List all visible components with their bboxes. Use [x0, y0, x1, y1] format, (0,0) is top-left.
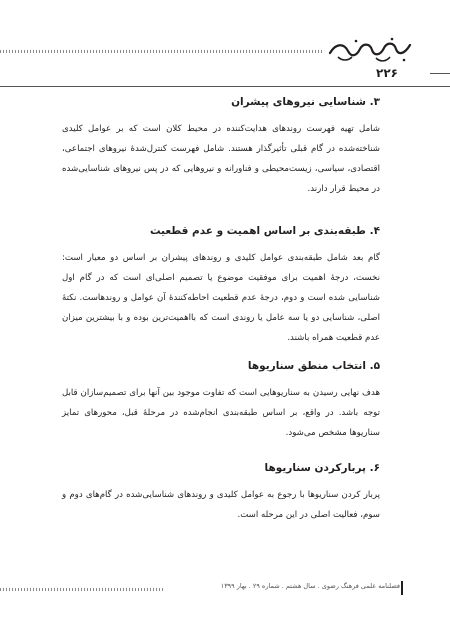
section-scenario-logic	[62, 360, 380, 443]
section-body: هدف نهایی رسیدن به سناریوهایی است که تفاوت موجود بین آنها برای تصمیم‌سازان قابل توجه باشد. در واقع، بر اساس طبقه‌بندی انجام‌شده در مرحلهٔ قبل، محورهای تمایز سناریوها مشخص می‌شود.	[62, 387, 380, 438]
header-accent-rule	[430, 73, 450, 74]
journal-logo	[326, 35, 416, 65]
section-body: گام بعد شامل طبقه‌بندی عوامل کلیدی و روندهای پیشران بر اساس دو معیار است: نخست، درجهٔ اهمیت برای موفقیت موضوع یا تصمیم اصلی‌ای است که در گام اول شناسایی شده است و دوم، درجهٔ عدم قطعیت احاطه‌کنندهٔ آن عوامل و روندهاست. نکتهٔ اصلی، شناسایی دو یا سه عامل یا روندی است که بااهمیت‌ترین بوده و با بیشترین میزان عدم قطعیت همراه باشند.	[62, 252, 380, 343]
section-body: شامل تهیه فهرست روندهای هدایت‌کننده در محیط کلان است که بر عوامل کلیدی شناخته‌شده در گام قبلی تأثیرگذار هستند. شامل فهرست کنترل‌شدهٔ نیروهای اجتماعی، اقتصادی، سیاسی، زیست‌محیطی و فناورانه و نیروهایی که در پس نیروهای شناسایی‌شده در محیط قرار دارند.	[62, 123, 380, 194]
section-enrich-scenarios	[62, 462, 380, 525]
header-dotted-rule	[0, 50, 322, 53]
footer-dotted-rule	[0, 588, 165, 591]
header-divider	[0, 86, 450, 87]
section-title: ۶. پربارکردن سناریوها	[264, 462, 380, 474]
section-body: پربار کردن سناریوها با رجوع به عوامل کلیدی و روندهای شناسایی‌شده در گام‌های دوم و سوم، فعالیت اصلی در این مرحله است.	[62, 489, 380, 520]
footer-journal-info: فصلنامه علمی فرهنگ رضوی . سال هشتم . شماره ۲۹ . بهار ۱۳۹۹	[220, 582, 400, 590]
section-driving-forces	[62, 96, 380, 199]
page-number: ۲۲۶	[376, 66, 398, 80]
section-title: ۴. طبقه‌بندی بر اساس اهمیت و عدم قطعیت	[149, 225, 380, 237]
section-title: ۵. انتخاب منطق سناریوها	[247, 360, 380, 372]
section-title: ۳. شناسایی نیروهای پیشران	[231, 96, 380, 108]
section-classification	[62, 225, 380, 348]
footer-marker	[401, 581, 403, 595]
journal-logo-calligraphy	[326, 35, 416, 65]
